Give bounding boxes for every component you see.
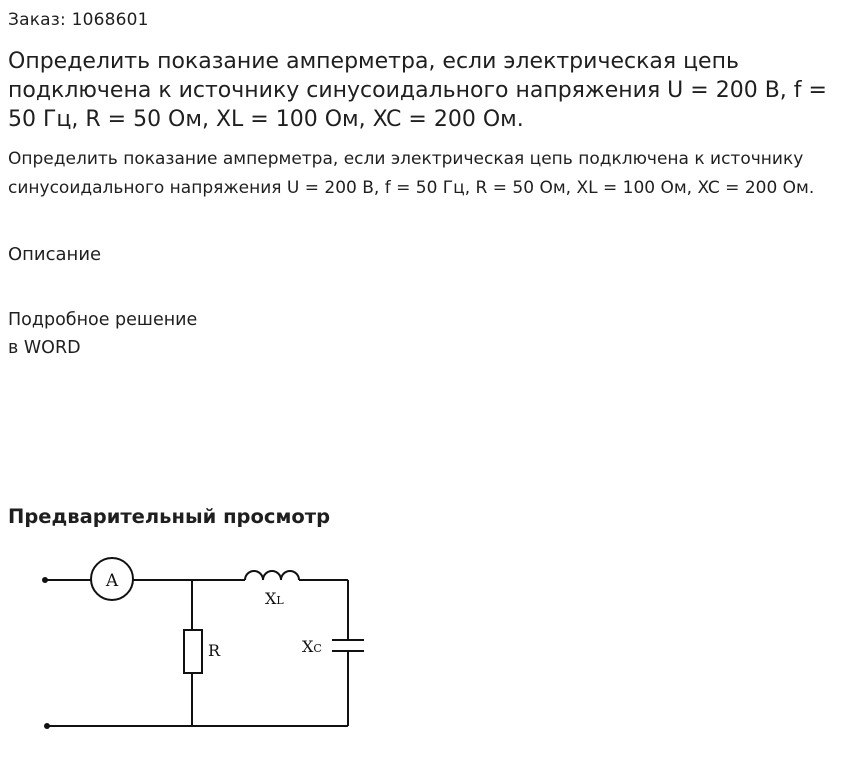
- solution-line-1: Подробное решение: [8, 310, 198, 330]
- preview-heading: Предварительный просмотр: [8, 505, 331, 528]
- solution-note: [8, 306, 268, 362]
- resistor-symbol: [184, 630, 202, 673]
- task-title: Определить показание амперметра, если электрическая цепь подключена к источнику синусоидального напряжения U = 200 В, f = 50 Гц, R = 50 Ом, XL = 100 Ом, XC = 200 Ом.: [8, 49, 827, 132]
- description-heading: Описание: [8, 244, 102, 265]
- terminal-bottom: [44, 723, 50, 729]
- solution-line-2: в WORD: [8, 338, 81, 358]
- order-number: Заказ: 1068601: [8, 10, 149, 30]
- inductor-label: XL: [265, 589, 284, 608]
- capacitor-label: XC: [302, 637, 322, 656]
- ammeter-label: A: [105, 571, 119, 591]
- terminal-top: [42, 577, 48, 583]
- circuit-diagram: [30, 548, 370, 738]
- inductor-symbol: [245, 571, 299, 580]
- resistor-label: R: [208, 641, 221, 660]
- task-text: Определить показание амперметра, если электрическая цепь подключена к источнику синусоидального напряжения U = 200 В, f = 50 Гц, R = 50 Ом, XL = 100 Ом, XC = 200 Ом.: [8, 149, 815, 198]
